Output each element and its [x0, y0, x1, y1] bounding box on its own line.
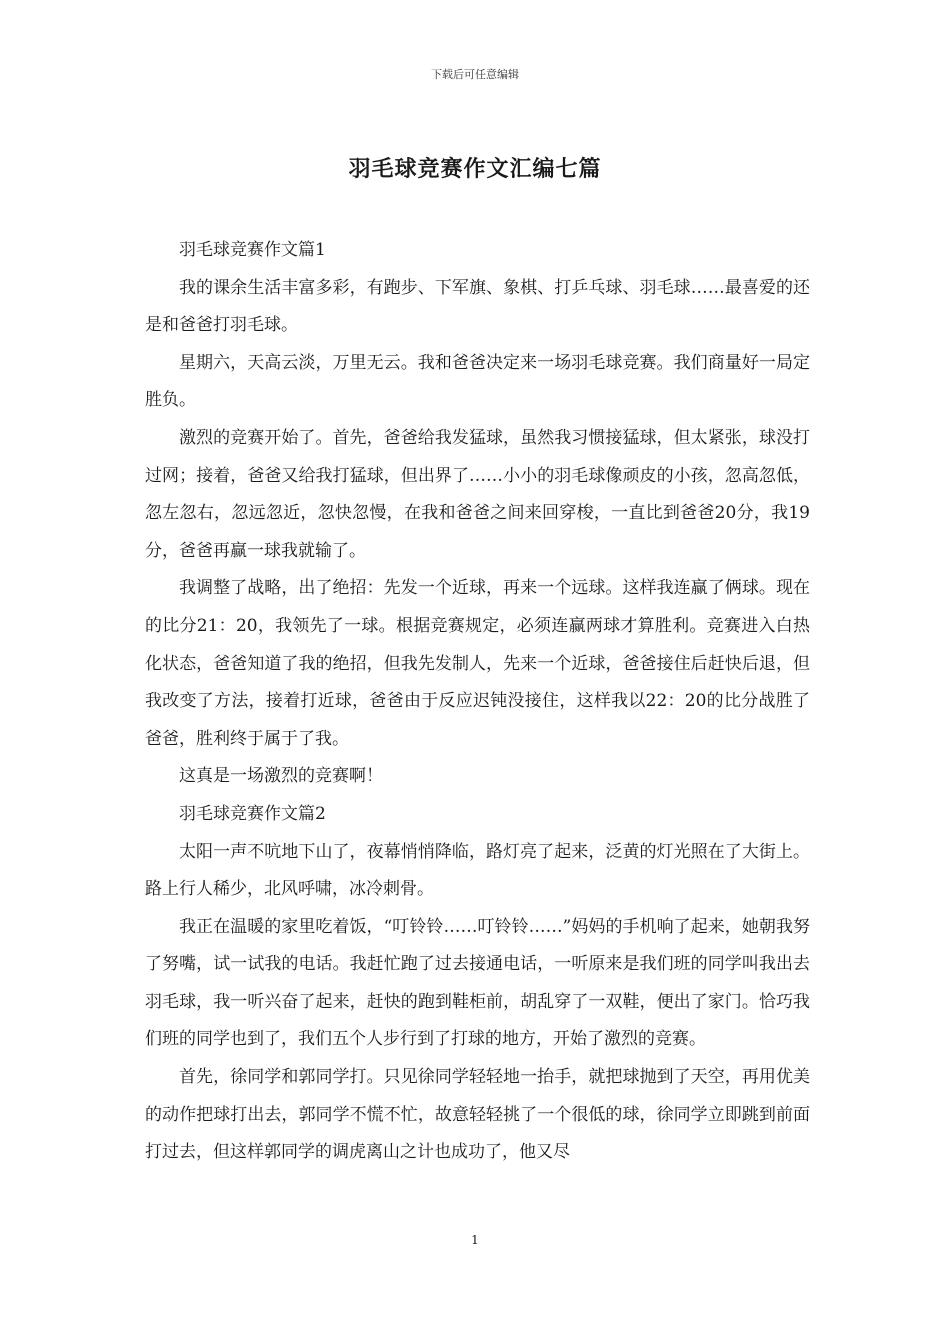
- header-note: 下载后可任意编辑: [431, 68, 519, 81]
- document-body: [145, 232, 810, 1172]
- paragraph: 我调整了战略，出了绝招：先发一个近球，再来一个远球。这样我连赢了俩球。现在的比分21：20，我领先了一球。根据竞赛规定，必须连赢两球才算胜利。竞赛进入白热化状态，爸爸知道了我的绝招，但我先发制人，先来一个近球，爸爸接住后赶快后退，但我改变了方法，接着打近球，爸爸由于反应迟钝没接住，这样我以22：20的比分战胜了爸爸，胜利终于属于了我。: [145, 578, 810, 749]
- paragraph: 激烈的竞赛开始了。首先，爸爸给我发猛球，虽然我习惯接猛球，但太紧张，球没打过网；接着，爸爸又给我打猛球，但出界了……小小的羽毛球像顽皮的小孩，忽高忽低，忽左忽右，忽远忽近，忽快忽慢，在我和爸爸之间来回穿梭，一直比到爸爸20分，我19分，爸爸再赢一球我就输了。: [145, 427, 810, 561]
- paragraph: 首先，徐同学和郭同学打。只见徐同学轻轻地一抬手，就把球抛到了天空，再用优美的动作把球打出去，郭同学不慌不忙，故意轻轻挑了一个很低的球，徐同学立即跳到前面打过去，但这样郭同学的调虎离山之计也成功了，他又尽: [145, 1067, 810, 1163]
- paragraph: 太阳一声不吭地下山了，夜幕悄悄降临，路灯亮了起来，泛黄的灯光照在了大街上。路上行人稀少，北风呼啸，冰冷刺骨。: [145, 841, 810, 900]
- paragraph: 这真是一场激烈的竞赛啊！: [179, 766, 383, 787]
- page-number: 1: [471, 1233, 479, 1247]
- paragraph: 我正在温暖的家里吃着饭，“叮铃铃……叮铃铃……”妈妈的手机响了起来，她朝我努了努嘴，试一试我的电话。我赶忙跑了过去接通电话，一听原来是我们班的同学叫我出去羽毛球，我一听兴奋了起来，赶快的跑到鞋柜前，胡乱穿了一双鞋，便出了家门。恰巧我们班的同学也到了，我们五个人步行到了打球的地方，开始了激烈的竞赛。: [145, 916, 810, 1050]
- section-heading: 羽毛球竞赛作文篇1: [179, 240, 326, 260]
- section-heading: 羽毛球竞赛作文篇2: [179, 803, 326, 824]
- paragraph: 星期六，天高云淡，万里无云。我和爸爸决定来一场羽毛球竞赛。我们商量好一局定胜负。: [145, 352, 810, 411]
- paragraph: 我的课余生活丰富多彩，有跑步、下军旗、象棋、打乒乓球、羽毛球……最喜爱的还是和爸爸打羽毛球。: [145, 277, 810, 336]
- document-title: 羽毛球竞赛作文汇编七篇: [348, 156, 602, 182]
